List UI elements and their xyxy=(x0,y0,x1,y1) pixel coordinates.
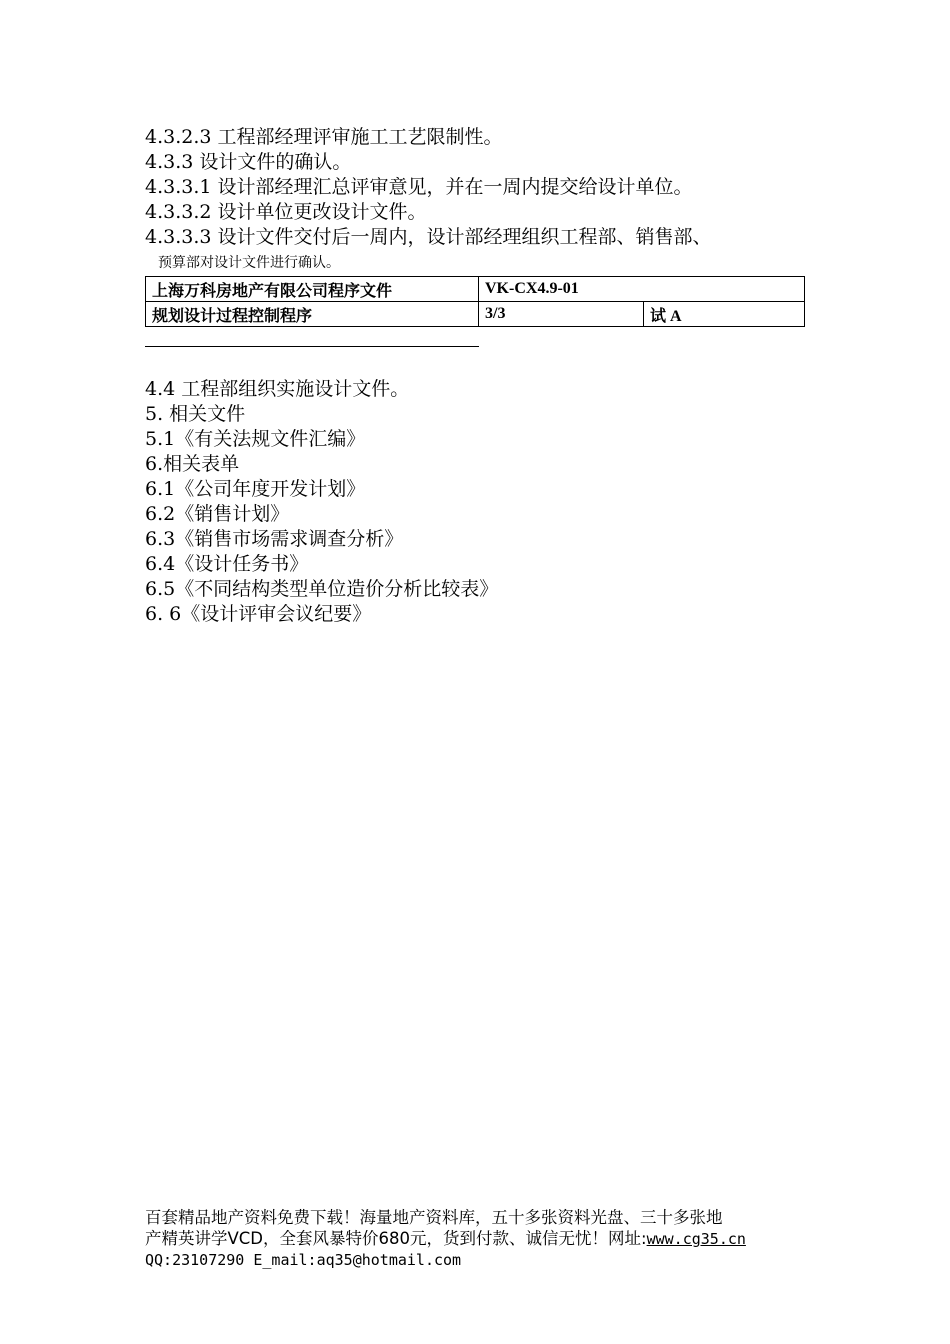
header-row xyxy=(146,277,805,302)
doc-title-cell: 规划设计过程控制程序 xyxy=(146,302,479,327)
paragraph-line: 4.4 工程部组织实施设计文件。 xyxy=(145,378,410,400)
website-link[interactable]: www.cg35.cn xyxy=(646,1230,746,1248)
list-item: 6.2《销售计划》 xyxy=(145,503,290,525)
contact-line: QQ:23107290 E_mail:aq35@hotmail.com xyxy=(145,1251,462,1269)
company-cell: 上海万科房地产有限公司程序文件 xyxy=(146,277,479,302)
doc-number-cell: VK-CX4.9-01 xyxy=(479,277,805,302)
list-item: 6.3《销售市场需求调查分析》 xyxy=(145,528,404,550)
version-cell: 试 A xyxy=(644,302,805,327)
section-heading: 5. 相关文件 xyxy=(145,403,246,425)
list-item: 6. 6《设计评审会议纪要》 xyxy=(145,603,372,625)
page-cell: 3/3 xyxy=(479,302,644,327)
horizontal-rule xyxy=(145,346,479,347)
footer-line xyxy=(145,1228,746,1250)
list-item: 6.1《公司年度开发计划》 xyxy=(145,478,366,500)
section-heading: 6.相关表单 xyxy=(145,453,240,475)
paragraph-line: 4.3.3.3 设计文件交付后一周内，设计部经理组织工程部、销售部、 xyxy=(145,226,712,248)
paragraph-line: 4.3.3.1 设计部经理汇总评审意见，并在一周内提交给设计单位。 xyxy=(145,176,693,198)
list-item: 5.1《有关法规文件汇编》 xyxy=(145,428,366,450)
header-row xyxy=(146,302,805,327)
paragraph-continuation: 预算部对设计文件进行确认。 xyxy=(158,255,340,271)
list-item: 6.5《不同结构类型单位造价分析比较表》 xyxy=(145,578,499,600)
paragraph-line: 4.3.2.3 工程部经理评审施工工艺限制性。 xyxy=(145,126,503,148)
list-item: 6.4《设计任务书》 xyxy=(145,553,309,575)
paragraph-line: 4.3.3.2 设计单位更改设计文件。 xyxy=(145,201,427,223)
document-header-table xyxy=(145,276,805,327)
footer-line: 百套精品地产资料免费下载！海量地产资料库，五十多张资料光盘、三十多张地 xyxy=(145,1208,723,1227)
paragraph-line: 4.3.3 设计文件的确认。 xyxy=(145,151,352,173)
footer-notice xyxy=(145,1207,746,1271)
footer-text: 产精英讲学VCD，全套风暴特价680元，货到付款、诚信无忧！网址: xyxy=(145,1229,647,1248)
